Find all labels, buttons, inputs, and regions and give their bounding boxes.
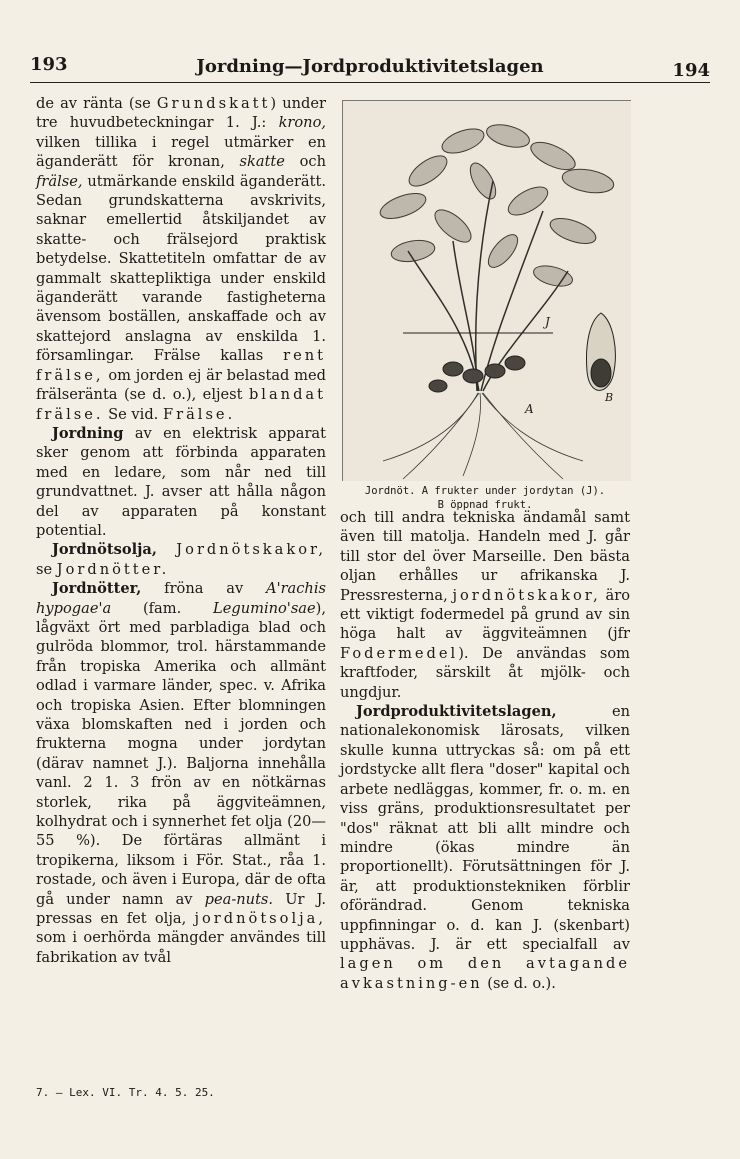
left-column [36,94,326,967]
entry-jordning: Jordning av en elektrisk apparat sker genom att förbinda apparaten med en ledare, som når ned till grundvattnet. J. avser att hålla någon del av apparaten på konstant potential. [36,424,326,539]
headword-jordproduktivitetslagen: Jordproduktivitetslagen, [356,703,557,721]
page-number-left: 193 [30,54,68,75]
page-header [30,50,710,83]
entry-jordnotter-continuation: och till andra tekniska ändamål samt även till matolja. Handeln med J. går till stor del över Marseille. Den bästa oljan erhålles ur afrikanska J. Pressresterna, jordnötskakor, äro ett viktigt fodermedel på grund av sin höga halt av äggviteämnen (jfr Fodermedel). De användas som kraftfoder, särskilt åt mjölk- och ungdjur. [340,509,630,701]
printer-signature: 7. — Lex. VI. Tr. 4. 5. 25. [36,1086,215,1099]
page-number-right: 194 [672,60,710,81]
running-title: Jordning—Jordproduktivitetslagen [196,56,544,77]
peanut-plant-illustration [342,100,631,481]
peanut-plant-drawing [343,101,631,481]
entry-jordskatt-continuation: de av ränta (se Grundskatt) under tre huvudbeteckningar 1. J.: krono, vilken tillika i regel utmärker en äganderätt för kronan, skatte och frälse, utmärkande enskild äganderätt. Sedan grundskatterna avskrivits, saknar emellertid åtskiljandet av skatte- och frälsejord praktisk betydelse. Skattetiteln omfattar de av gammalt skattepliktiga under enskild äganderätt varande fastigheterna ävensom boställen, anskaffade och av skattejord anslagna av enskilda 1. församlingar. Frälse kallas rent frälse, om jorden ej är belastad med frälseränta (se d. o.), eljest blandat frälse. Se vid. Frälse. [36,95,326,423]
headword-jordnotsolja: Jordnötsolja, [52,541,157,559]
entry-jordnotsolja: Jordnötsolja, Jordnötskakor, se Jordnötter. [36,541,326,578]
figure-label-b: B [605,391,614,404]
figure-label-j: J [545,315,550,329]
entry-jordnotter: Jordnötter, fröna av A'rachis hypogae'a (fam. Legumino'sae), lågväxt ört med parbladiga blad och gulröda blommor, trol. härstammande från tropiska Amerika och allmänt odlad i varmare länder, spec. v. Afrika och tropiska Asien. Efter blomningen växa blomskaften ned i jorden och frukterna mogna under jordytan (därav namnet J.). Baljorna innehålla vanl. 2 1. 3 frön av en nötkärnas storlek, rika på äggviteämnen, kolhydrat och i synnerhet fet olja (20—55 %). De förtäras allmänt i tropikerna, liksom i För. Stat., råa 1. rostade, och även i Europa, där de ofta gå under namn av pea-nuts. Ur J. pressas en fet olja, jordnötsolja, som i oerhörda mängder användes till fabrikation av tvål [36,580,326,966]
figure-label-a: A [525,402,534,416]
right-column [340,508,630,993]
figure-caption: Jordnöt. A frukter under jordytan (J). B öppnad frukt. [364,485,606,511]
headword-jordning: Jordning [52,424,124,442]
headword-jordnotter: Jordnötter, [52,580,142,598]
entry-jordproduktivitetslagen: Jordproduktivitetslagen, en nationalekonomisk lärosats, vilken skulle kunna uttryckas så: om på ett jordstycke allt flera "doser" kapital och arbete nedläggas, kommer, fr. o. m. en viss gräns, produktionsresultatet per "dos" räknat att bli allt mindre och mindre (ökas mindre än proportionellt). Förutsättningen för J. är, att produktionstekniken förblir oförändrad. Genom tekniska uppfinningar o. d. kan J. (skenbart) upphävas. J. är ett specialfall av lagen om den avtagande avkastning-en (se d. o.). [340,703,630,992]
